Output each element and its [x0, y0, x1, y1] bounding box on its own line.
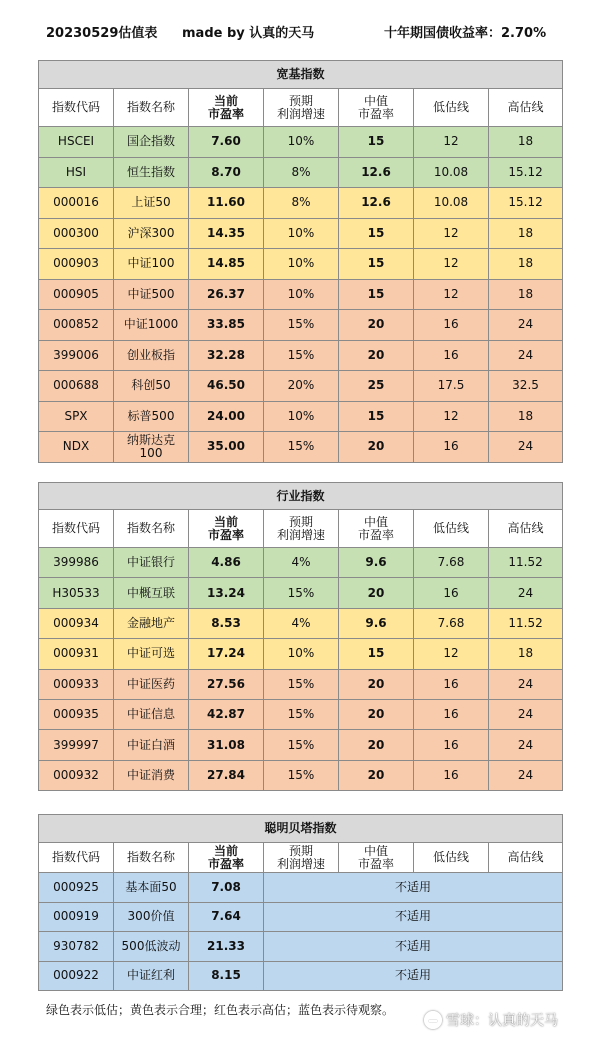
col-low: 低估线 [414, 843, 489, 873]
expected-growth: 15% [264, 760, 339, 790]
index-code: 399997 [39, 730, 114, 760]
high-line: 18 [489, 639, 563, 669]
col-high: 高估线 [489, 89, 563, 127]
index-code: NDX [39, 432, 114, 463]
current-pe: 8.15 [189, 961, 264, 991]
col-high: 高估线 [489, 843, 563, 873]
high-line: 32.5 [489, 371, 563, 402]
index-code: H30533 [39, 578, 114, 608]
median-pe: 20 [339, 760, 414, 790]
col-code: 指数代码 [39, 89, 114, 127]
watermark-text: 雪球：认真的天马 [446, 1013, 558, 1029]
col-growth: 预期 利润增速 [264, 843, 339, 873]
not-applicable-note: 不适用 [264, 961, 563, 991]
high-line: 18 [489, 218, 563, 249]
high-line: 11.52 [489, 608, 563, 638]
expected-growth: 10% [264, 279, 339, 310]
table-row [39, 371, 563, 402]
index-name: 中证红利 [114, 961, 189, 991]
table-row [39, 249, 563, 280]
col-code: 指数代码 [39, 510, 114, 548]
median-pe: 20 [339, 578, 414, 608]
current-pe: 26.37 [189, 279, 264, 310]
expected-growth: 10% [264, 639, 339, 669]
col-pe: 当前 市盈率 [189, 510, 264, 548]
index-name: 500低波动 [114, 932, 189, 962]
low-line: 12 [414, 218, 489, 249]
index-code: 000931 [39, 639, 114, 669]
col-code: 指数代码 [39, 843, 114, 873]
low-line: 12 [414, 249, 489, 280]
current-pe: 33.85 [189, 310, 264, 341]
high-line: 24 [489, 760, 563, 790]
high-line: 11.52 [489, 548, 563, 578]
col-growth: 预期 利润增速 [264, 89, 339, 127]
index-name: 中证信息 [114, 699, 189, 729]
table-row [39, 608, 563, 638]
current-pe: 7.08 [189, 873, 264, 903]
median-pe: 12.6 [339, 188, 414, 219]
index-code: HSCEI [39, 127, 114, 158]
index-name: 恒生指数 [114, 157, 189, 188]
index-code: SPX [39, 401, 114, 432]
col-pe: 当前 市盈率 [189, 843, 264, 873]
low-line: 16 [414, 760, 489, 790]
column-header-row [39, 510, 563, 548]
author-credit: made by 认真的天马 [182, 26, 315, 41]
table-row [39, 639, 563, 669]
index-name: 中证500 [114, 279, 189, 310]
low-line: 16 [414, 699, 489, 729]
index-code: 000935 [39, 699, 114, 729]
median-pe: 15 [339, 401, 414, 432]
expected-growth: 15% [264, 310, 339, 341]
index-name: 沪深300 [114, 218, 189, 249]
col-high: 高估线 [489, 510, 563, 548]
page-header [0, 0, 600, 60]
expected-growth: 15% [264, 578, 339, 608]
date-title: 20230529估值表 [46, 26, 158, 41]
high-line: 24 [489, 578, 563, 608]
low-line: 16 [414, 310, 489, 341]
high-line: 15.12 [489, 188, 563, 219]
low-line: 10.08 [414, 157, 489, 188]
current-pe: 21.33 [189, 932, 264, 962]
index-code: 000922 [39, 961, 114, 991]
expected-growth: 15% [264, 699, 339, 729]
table-row [39, 699, 563, 729]
median-pe: 20 [339, 310, 414, 341]
index-code: 000688 [39, 371, 114, 402]
col-name: 指数名称 [114, 510, 189, 548]
index-name: 创业板指 [114, 340, 189, 371]
high-line: 24 [489, 730, 563, 760]
section-title-smart-beta: 聪明贝塔指数 [39, 815, 563, 843]
index-name: 标普500 [114, 401, 189, 432]
not-applicable-note: 不适用 [264, 902, 563, 932]
low-line: 16 [414, 578, 489, 608]
median-pe: 20 [339, 340, 414, 371]
index-name: 中证银行 [114, 548, 189, 578]
current-pe: 32.28 [189, 340, 264, 371]
index-code: 930782 [39, 932, 114, 962]
current-pe: 8.70 [189, 157, 264, 188]
high-line: 24 [489, 669, 563, 699]
index-name: 科创50 [114, 371, 189, 402]
index-name: 中证可选 [114, 639, 189, 669]
table-row [39, 401, 563, 432]
current-pe: 7.60 [189, 127, 264, 158]
table-row [39, 760, 563, 790]
index-name: 上证50 [114, 188, 189, 219]
index-name: 基本面50 [114, 873, 189, 903]
current-pe: 13.24 [189, 578, 264, 608]
median-pe: 12.6 [339, 157, 414, 188]
expected-growth: 4% [264, 548, 339, 578]
current-pe: 11.60 [189, 188, 264, 219]
col-name: 指数名称 [114, 843, 189, 873]
current-pe: 14.85 [189, 249, 264, 280]
index-name: 国企指数 [114, 127, 189, 158]
expected-growth: 10% [264, 218, 339, 249]
low-line: 12 [414, 639, 489, 669]
index-code: 000919 [39, 902, 114, 932]
expected-growth: 10% [264, 249, 339, 280]
col-name: 指数名称 [114, 89, 189, 127]
col-low: 低估线 [414, 510, 489, 548]
table-row [39, 432, 563, 463]
expected-growth: 10% [264, 127, 339, 158]
current-pe: 35.00 [189, 432, 264, 463]
median-pe: 15 [339, 279, 414, 310]
column-header-row [39, 89, 563, 127]
index-code: 000933 [39, 669, 114, 699]
index-name: 中证1000 [114, 310, 189, 341]
low-line: 7.68 [414, 548, 489, 578]
current-pe: 17.24 [189, 639, 264, 669]
current-pe: 8.53 [189, 608, 264, 638]
index-code: 000932 [39, 760, 114, 790]
table-row [39, 578, 563, 608]
median-pe: 20 [339, 730, 414, 760]
col-mid: 中值 市盈率 [339, 510, 414, 548]
table-row [39, 157, 563, 188]
high-line: 24 [489, 699, 563, 729]
expected-growth: 20% [264, 371, 339, 402]
median-pe: 25 [339, 371, 414, 402]
current-pe: 24.00 [189, 401, 264, 432]
table-row [39, 873, 563, 903]
table-row [39, 188, 563, 219]
index-code: 399006 [39, 340, 114, 371]
high-line: 15.12 [489, 157, 563, 188]
low-line: 12 [414, 127, 489, 158]
median-pe: 15 [339, 249, 414, 280]
high-line: 18 [489, 279, 563, 310]
median-pe: 9.6 [339, 608, 414, 638]
high-line: 24 [489, 340, 563, 371]
expected-growth: 15% [264, 340, 339, 371]
expected-growth: 15% [264, 669, 339, 699]
high-line: 18 [489, 127, 563, 158]
index-name: 纳斯达克100 [114, 432, 189, 463]
median-pe: 15 [339, 127, 414, 158]
index-code: 000852 [39, 310, 114, 341]
color-legend: 绿色表示低估；黄色表示合理；红色表示高估；蓝色表示待观察。 [46, 1003, 395, 1017]
col-mid: 中值 市盈率 [339, 89, 414, 127]
table-row [39, 669, 563, 699]
column-header-row [39, 843, 563, 873]
index-name: 中证白酒 [114, 730, 189, 760]
table-row [39, 310, 563, 341]
not-applicable-note: 不适用 [264, 932, 563, 962]
index-name: 中证医药 [114, 669, 189, 699]
section-title-industry: 行业指数 [39, 483, 563, 510]
current-pe: 14.35 [189, 218, 264, 249]
table-row [39, 902, 563, 932]
table-row [39, 932, 563, 962]
low-line: 12 [414, 401, 489, 432]
low-line: 16 [414, 730, 489, 760]
current-pe: 4.86 [189, 548, 264, 578]
table-row [39, 548, 563, 578]
current-pe: 27.84 [189, 760, 264, 790]
industry-index-table [38, 482, 563, 791]
high-line: 24 [489, 310, 563, 341]
table-row [39, 340, 563, 371]
median-pe: 20 [339, 699, 414, 729]
low-line: 10.08 [414, 188, 489, 219]
table-row [39, 730, 563, 760]
bond-yield: 十年期国债收益率：2.70% [384, 26, 547, 41]
high-line: 18 [489, 401, 563, 432]
index-name: 中证消费 [114, 760, 189, 790]
section-title-broad: 宽基指数 [39, 61, 563, 89]
expected-growth: 4% [264, 608, 339, 638]
index-code: 000903 [39, 249, 114, 280]
low-line: 16 [414, 669, 489, 699]
index-name: 金融地产 [114, 608, 189, 638]
low-line: 16 [414, 432, 489, 463]
low-line: 16 [414, 340, 489, 371]
current-pe: 7.64 [189, 902, 264, 932]
not-applicable-note: 不适用 [264, 873, 563, 903]
median-pe: 9.6 [339, 548, 414, 578]
broad-index-table [38, 60, 563, 463]
index-code: 000016 [39, 188, 114, 219]
low-line: 17.5 [414, 371, 489, 402]
low-line: 12 [414, 279, 489, 310]
index-code: 000925 [39, 873, 114, 903]
table-row [39, 961, 563, 991]
expected-growth: 15% [264, 730, 339, 760]
low-line: 7.68 [414, 608, 489, 638]
table-row [39, 279, 563, 310]
index-code: 000934 [39, 608, 114, 638]
median-pe: 20 [339, 669, 414, 699]
median-pe: 15 [339, 218, 414, 249]
expected-growth: 15% [264, 432, 339, 463]
col-low: 低估线 [414, 89, 489, 127]
table-row [39, 218, 563, 249]
index-code: 000905 [39, 279, 114, 310]
col-pe: 当前 市盈率 [189, 89, 264, 127]
index-code: HSI [39, 157, 114, 188]
high-line: 18 [489, 249, 563, 280]
high-line: 24 [489, 432, 563, 463]
col-mid: 中值 市盈率 [339, 843, 414, 873]
current-pe: 31.08 [189, 730, 264, 760]
index-code: 000300 [39, 218, 114, 249]
smart-beta-table [38, 814, 563, 991]
watermark [424, 1010, 558, 1030]
index-name: 中证100 [114, 249, 189, 280]
table-row [39, 127, 563, 158]
expected-growth: 10% [264, 401, 339, 432]
index-code: 399986 [39, 548, 114, 578]
col-growth: 预期 利润增速 [264, 510, 339, 548]
xueqiu-logo-icon [424, 1011, 442, 1029]
expected-growth: 8% [264, 157, 339, 188]
expected-growth: 8% [264, 188, 339, 219]
median-pe: 20 [339, 432, 414, 463]
current-pe: 27.56 [189, 669, 264, 699]
index-name: 300价值 [114, 902, 189, 932]
index-name: 中概互联 [114, 578, 189, 608]
current-pe: 42.87 [189, 699, 264, 729]
median-pe: 15 [339, 639, 414, 669]
current-pe: 46.50 [189, 371, 264, 402]
